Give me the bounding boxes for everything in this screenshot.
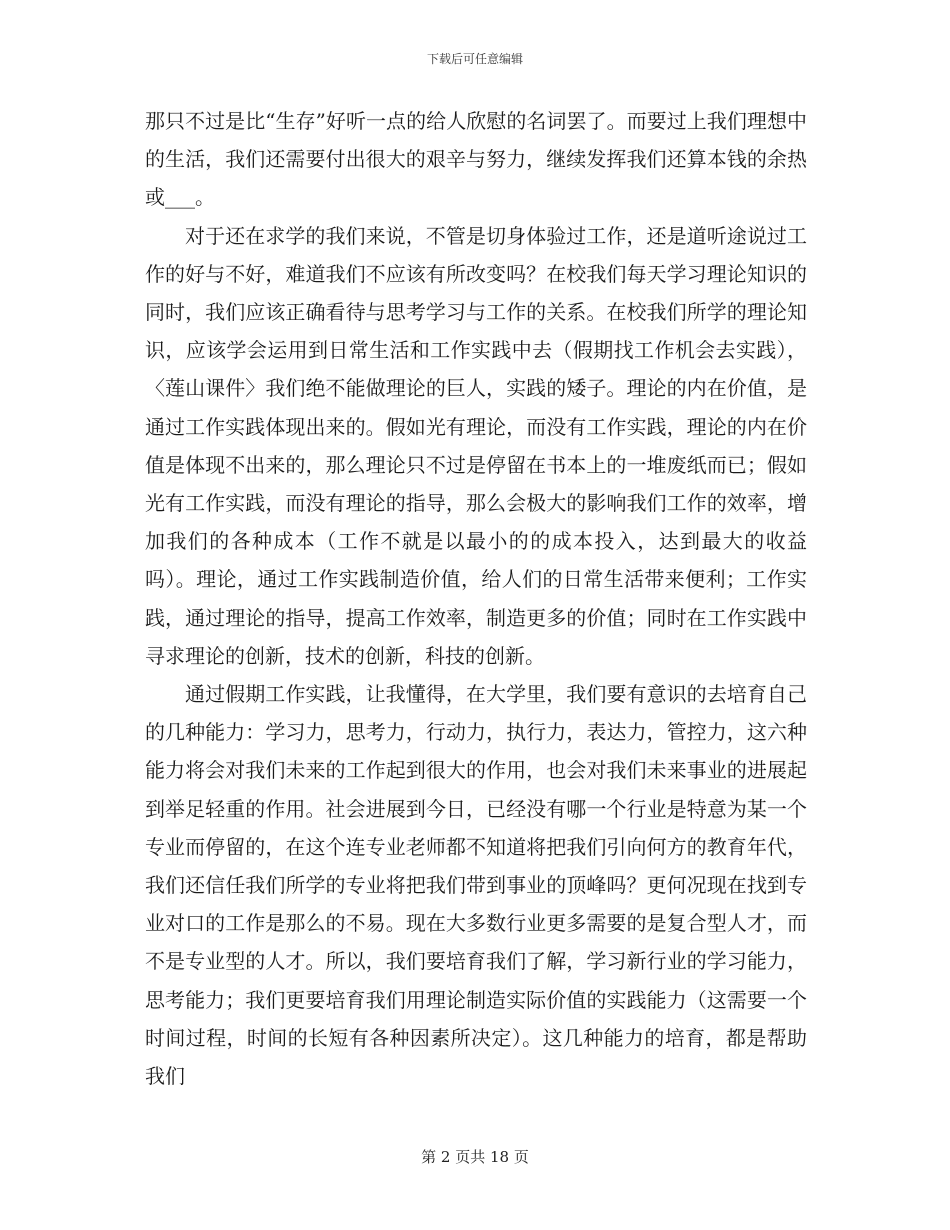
paragraph-3: 通过假期工作实践，让我懂得，在大学里，我们要有意识的去培育自己的几种能力：学习力，思考力，行动力，执行力，表达力，管控力，这六种能力将会对我们未来的工作起到很大的作用，也会对我们未来事业的进展起到举足轻重的作用。社会进展到今日，已经没有哪一个行业是特意为某一个专业而停留的，在这个连专业老师都不知道将把我们引向何方的教育年代，我们还信任我们所学的专业将把我们带到事业的顶峰吗？更何况现在找到专业对口的工作是那么的不易。现在大多数行业更多需要的是复合型人才，而不是专业型的人才。所以，我们要培育我们了解，学习新行业的学习能力，思考能力；我们更要培育我们用理论制造实际价值的实践能力（这需要一个时间过程，时间的长短有各种因素所决定）。这几种能力的培育，都是帮助我们 xyxy=(145,682,807,1089)
page-footer: 第 2 页共 18 页 xyxy=(421,1148,529,1166)
paragraph-1: 那只不过是比“生存”好听一点的给人欣慰的名词罢了。而要过上我们理想中的生活，我们还需要付出很大的艰辛与努力，继续发挥我们还算本钱的余热或___。 xyxy=(145,109,807,210)
page-header: 下载后可任意编辑 xyxy=(426,52,523,66)
paragraph-2: 对于还在求学的我们来说，不管是切身体验过工作，还是道听途说过工作的好与不好，难道我们不应该有所改变吗？在校我们每天学习理论知识的同时，我们应该正确看待与思考学习与工作的关系。在校我们所学的理论知识，应该学会运用到日常生活和工作实践中去（假期找工作机会去实践），〈莲山课件〉我们绝不能做理论的巨人，实践的矮子。理论的内在价值，是通过工作实践体现出来的。假如光有理论，而没有工作实践，理论的内在价值是体现不出来的，那么理论只不过是停留在书本上的一堆废纸而已；假如光有工作实践，而没有理论的指导，那么会极大的影响我们工作的效率，增加我们的各种成本（工作不就是以最小的的成本投入，达到最大的收益吗）。理论，通过工作实践制造价值，给人们的日常生活带来便利；工作实践，通过理论的指导，提高工作效率，制造更多的价值；同时在工作实践中寻求理论的创新，技术的创新，科技的创新。 xyxy=(145,223,807,668)
document-body xyxy=(145,102,807,1095)
